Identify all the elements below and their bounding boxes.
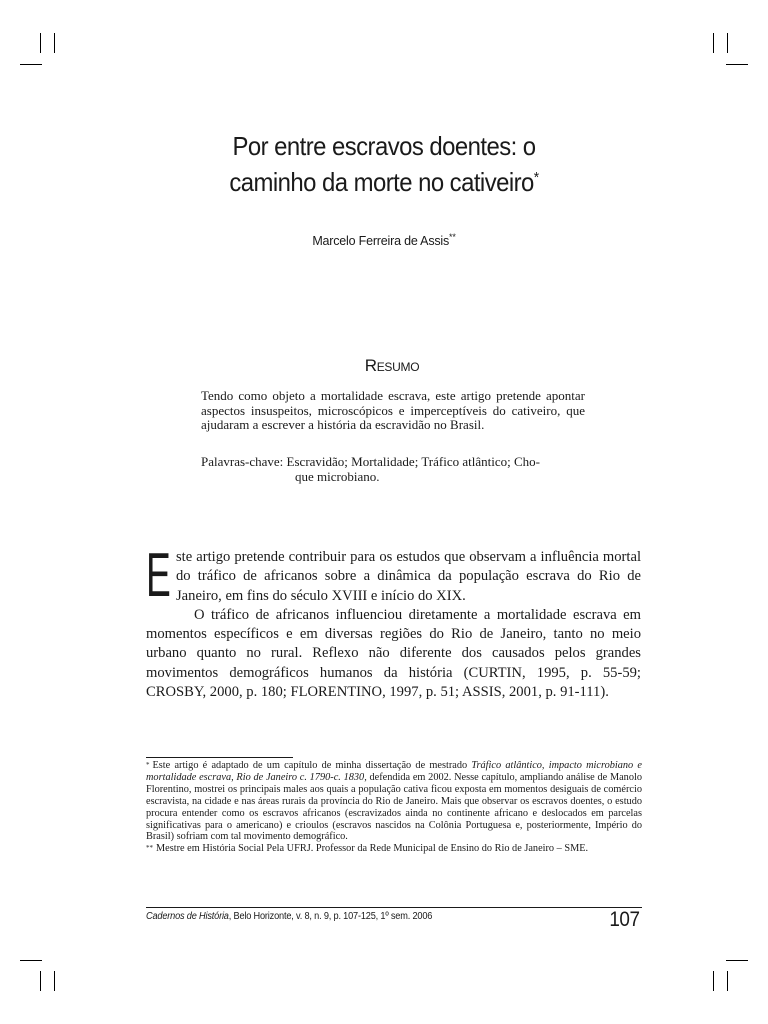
footnote-1-marker: * [146, 761, 150, 769]
footnote-1-before: Este artigo é adaptado de um capítulo de minha dissertação de mestrado [152, 760, 472, 771]
crop-mark-top-right-h [726, 64, 748, 65]
article-title-line2-text: caminho da morte no cativeiro [229, 167, 534, 197]
footnote-2 [146, 843, 642, 855]
crop-mark-bottom-right-v2 [727, 971, 728, 991]
footnote-2-marker: ** [146, 844, 153, 853]
body-paragraph-1-text: ste artigo pretende contribuir para os estudos que observam a influência mortal do tráfico de africanos sobre a dinâmica da população escrava do Rio de Janeiro, em fins do século XVIII e início do XIX. [176, 549, 641, 604]
crop-mark-top-right-v2 [727, 33, 728, 53]
footer-separator [146, 907, 642, 908]
abstract-block [201, 389, 585, 433]
drop-cap: E [146, 541, 171, 610]
article-title-line1: Por entre escravos doentes: o [232, 131, 536, 161]
author-line [0, 234, 768, 248]
crop-mark-top-left-h [20, 64, 42, 65]
page-number: 107 [609, 908, 640, 931]
abstract-text: Tendo como objeto a mortalidade escrava, este artigo pretende apontar aspectos insuspeitos, microscópicos e imperceptíveis do cativeiro, que ajudaram a escrever a história da escravidão no Brasil. [201, 388, 585, 433]
journal-name: Cadernos de História [146, 911, 229, 922]
article-title [31, 128, 738, 200]
author-name: Marcelo Ferreira de Assis [312, 234, 450, 248]
title-footnote-marker[interactable]: * [533, 169, 539, 186]
crop-mark-bottom-left-v1 [40, 971, 41, 991]
crop-mark-bottom-left-h [20, 960, 42, 961]
keywords-label: Palavras-chave: [201, 454, 284, 469]
body-paragraph-2: O tráfico de africanos influenciou diretamente a mortalidade escrava em momentos específicos e em diversas regiões do Rio de Janeiro, tanto no meio urbano quanto no rural. Reflexo não diferente dos causados pelos grandes movimentos demográficos humanos da história (CURTIN, 1995, p. 55-59; CROSBY, 2000, p. 180; FLORENTINO, 1997, p. 51; ASSIS, 2001, p. 91-111). [146, 606, 641, 701]
journal-reference [146, 911, 432, 922]
abstract-heading: Resumo [364, 356, 420, 375]
keywords-line1 [201, 455, 585, 470]
footnote-1-after: , defendida em 2002. Nesse capítulo, ampliando análise de Manolo Florentino, mostrei os principais males aos quais a população cativa ficou exposta em momentos desiguais de comércio escravista, na cidade e nas áreas rurais da província do Rio de Janeiro. Mais que observar os escravos doentes, o estudo procura entender como os escravos africanos (escravizados ainda no continente africano e deslocados em parcelas significativas para o americano) e crioulos (escravos nascidos na Colônia Portuguesa e, posteriormente, Império do Brasil) sofriam com tal movimento demográfico. [146, 771, 642, 843]
body-paragraph-1 [146, 541, 641, 610]
crop-mark-bottom-left-v2 [54, 971, 55, 991]
crop-mark-top-left-v1 [40, 33, 41, 53]
crop-mark-bottom-right-h [726, 960, 748, 961]
footnote-1-italic: Tráfico atlântico, impacto microbiano e mortalidade escrava, Rio de Janeiro c. 1790-c. 1830 [146, 760, 643, 783]
footnote-separator [146, 757, 293, 758]
footnote-2-text: Mestre em História Social Pela UFRJ. Professor da Rede Municipal de Ensino do Rio de Janeiro – SME. [156, 843, 589, 855]
article-title-line2 [31, 164, 738, 200]
crop-mark-top-left-v2 [54, 33, 55, 53]
crop-mark-top-right-v1 [713, 33, 714, 53]
keywords-text-1: Escravidão; Mortalidade; Tráfico atlântico; Cho- [286, 454, 540, 469]
footnotes [146, 760, 642, 855]
author-footnote-marker[interactable]: ** [449, 232, 456, 242]
crop-mark-bottom-right-v1 [713, 971, 714, 991]
keywords-text-2: que microbiano. [295, 468, 380, 484]
keywords-block [201, 455, 585, 484]
journal-details: , Belo Horizonte, v. 8, n. 9, p. 107-125, 1º sem. 2006 [228, 911, 433, 922]
article-body [146, 541, 641, 702]
footnote-1 [146, 760, 642, 843]
